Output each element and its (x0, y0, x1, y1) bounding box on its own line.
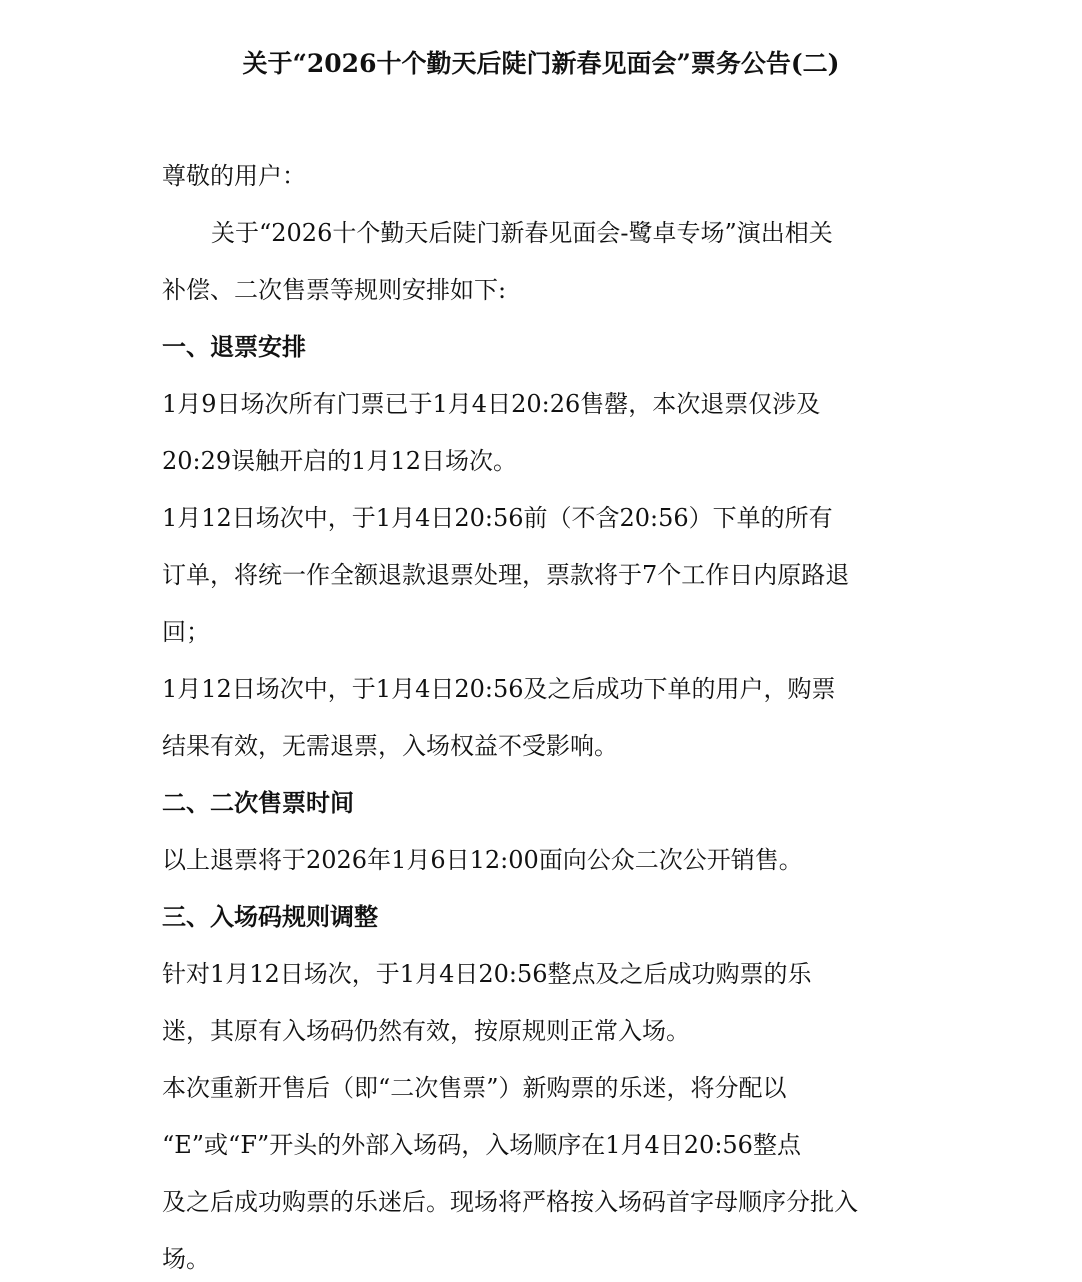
document-title: 关于“2026十个勤天后陡门新春见面会”票务公告(二) (242, 49, 840, 78)
section-3-heading: 三、入场码规则调整 (162, 902, 378, 931)
section-2-heading: 二、二次售票时间 (162, 788, 354, 817)
section-1-line-6: 1月12日场次中，于1月4日20:56及之后成功下单的用户，购票 (162, 675, 836, 703)
section-1-heading: 一、退票安排 (162, 332, 306, 361)
section-1-line-1: 1月9日场次所有门票已于1月4日20:26售罄，本次退票仅涉及 (162, 390, 821, 418)
greeting: 尊敬的用户： (162, 162, 306, 190)
intro-line-1: 关于“2026十个勤天后陡门新春见面会-鹭卓专场”演出相关 (211, 219, 833, 247)
section-3-line-6: 场。 (162, 1245, 210, 1273)
intro-line-2: 补偿、二次售票等规则安排如下: (162, 276, 507, 304)
section-3-line-4: “E”或“F”开头的外部入场码，入场顺序在1月4日20:56整点 (162, 1131, 801, 1159)
section-1-line-7: 结果有效，无需退票，入场权益不受影响。 (162, 732, 618, 760)
section-2-line-1: 以上退票将于2026年1月6日12:00面向公众二次公开销售。 (162, 846, 803, 874)
section-3-line-5: 及之后成功购票的乐迷后。现场将严格按入场码首字母顺序分批入 (162, 1188, 858, 1216)
section-3-line-1: 针对1月12日场次，于1月4日20:56整点及之后成功购票的乐 (162, 960, 812, 988)
section-3-line-3: 本次重新开售后（即“二次售票”）新购票的乐迷，将分配以 (162, 1074, 787, 1102)
section-1-line-3: 1月12日场次中，于1月4日20:56前（不含20:56）下单的所有 (162, 504, 833, 532)
section-3-line-2: 迷，其原有入场码仍然有效，按原规则正常入场。 (162, 1017, 690, 1045)
section-1-line-5: 回； (162, 618, 210, 646)
section-1-line-4: 订单，将统一作全额退款退票处理，票款将于7个工作日内原路退 (162, 561, 850, 589)
section-1-line-2: 20:29误触开启的1月12日场次。 (162, 447, 517, 475)
